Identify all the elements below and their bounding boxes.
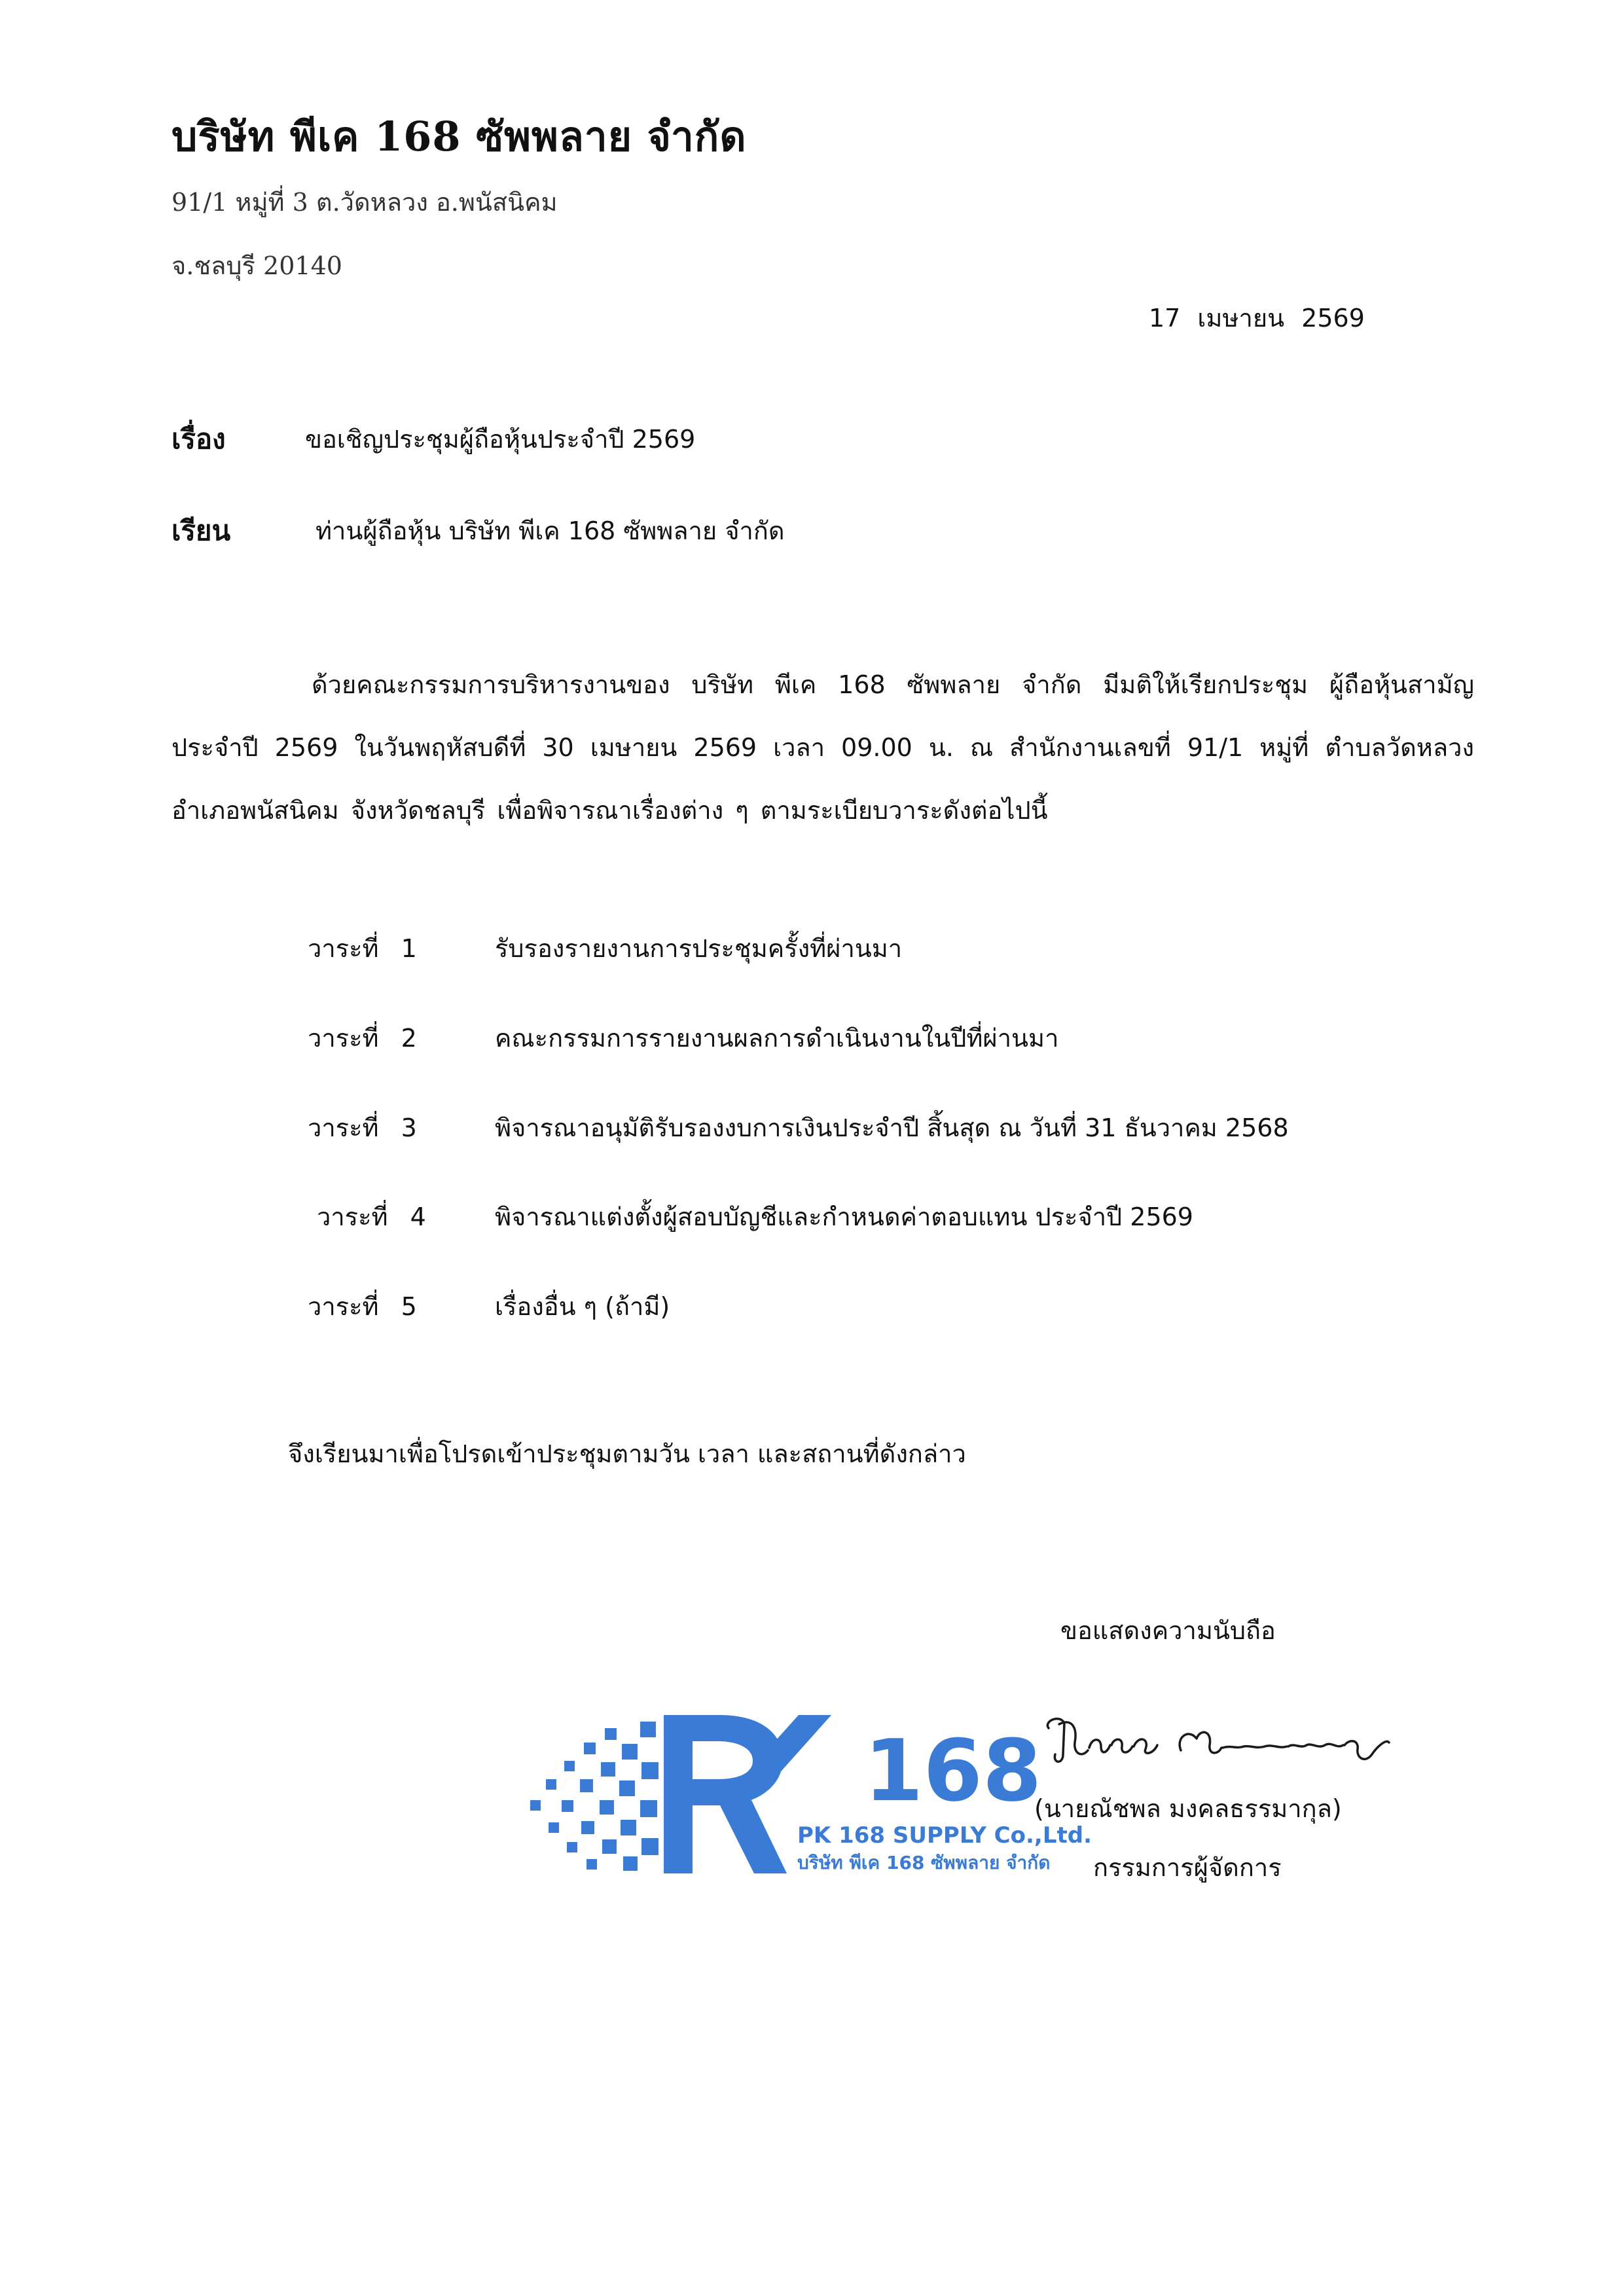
stamp-english-name: PK 168 SUPPLY Co.,Ltd. [797, 1822, 1092, 1849]
agenda-label-3: วาระที่ 3 [308, 1113, 417, 1142]
signer-name: (นายณัชพล มงคลธรรมากุล) [1034, 1794, 1342, 1823]
letter-date: 17 เมษายน 2569 [1149, 304, 1365, 333]
subject-text: ขอเชิญประชุมผู้ถือหุ้นประจำปี 2569 [305, 425, 696, 454]
recipient-text: ท่านผู้ถือหุ้น บริษัท พีเค 168 ซัพพลาย จำกัด [316, 516, 785, 545]
agenda-label-4: วาระที่ 4 [317, 1202, 426, 1231]
agenda-text-2: คณะกรรมการรายงานผลการดำเนินงานในปีที่ผ่านมา [495, 1024, 1059, 1053]
agenda-label-1: วาระที่ 1 [308, 934, 417, 963]
agenda-label-5: วาระที่ 5 [308, 1292, 417, 1321]
stamp-number: 168 [864, 1721, 1042, 1820]
recipient-label: เรียน [171, 515, 231, 547]
signer-title: กรรมการผู้จัดการ [1093, 1853, 1282, 1882]
agenda-label-2: วาระที่ 2 [308, 1024, 417, 1053]
body-paragraph: ด้วยคณะกรรมการบริหารงานของ บริษัท พีเค 168 ซัพพลาย จำกัด มีมติให้เรียกประชุม ผู้ถือหุ้นสามัญประจำปี 2569 ในวันพฤหัสบดีที่ 30 เมษายน 2569 เวลา 09.00 น. ณ สำนักงานเลขที่ 91/1 หมู่ที่ ตำบลวัดหลวง อำเภอพนัสนิคม จังหวัดชลบุรี เพื่อพิจารณาเรื่องต่าง ๆ ตามระเบียบวาระดังต่อไปนี้ [171, 670, 1474, 825]
address-line-2: จ.ชลบุรี 20140 [171, 251, 342, 280]
agenda-text-4: พิจารณาแต่งตั้งผู้สอบบัญชีและกำหนดค่าตอบแทน ประจำปี 2569 [495, 1202, 1193, 1231]
regards-line: ขอแสดงความนับถือ [1060, 1616, 1276, 1645]
handwritten-signature [1041, 1708, 1394, 1780]
stamp-thai-name: บริษัท พีเค 168 ซัพพลาย จำกัด [797, 1852, 1051, 1873]
company-stamp-logo [524, 1702, 1092, 1885]
company-name: บริษัท พีเค 168 ซัพพลาย จำกัด [171, 113, 747, 160]
agenda-text-5: เรื่องอื่น ๆ (ถ้ามี) [495, 1292, 670, 1321]
agenda-text-3: พิจารณาอนุมัติรับรองงบการเงินประจำปี สิ้นสุด ณ วันที่ 31 ธันวาคม 2568 [495, 1113, 1289, 1142]
closing-line: จึงเรียนมาเพื่อโปรดเข้าประชุมตามวัน เวลา และสถานที่ดังกล่าว [288, 1439, 966, 1468]
agenda-text-1: รับรองรายงานการประชุมครั้งที่ผ่านมา [495, 934, 903, 963]
address-line-1: 91/1 หมู่ที่ 3 ต.วัดหลวง อ.พนัสนิคม [171, 188, 558, 217]
subject-label: เรื่อง [171, 423, 226, 455]
